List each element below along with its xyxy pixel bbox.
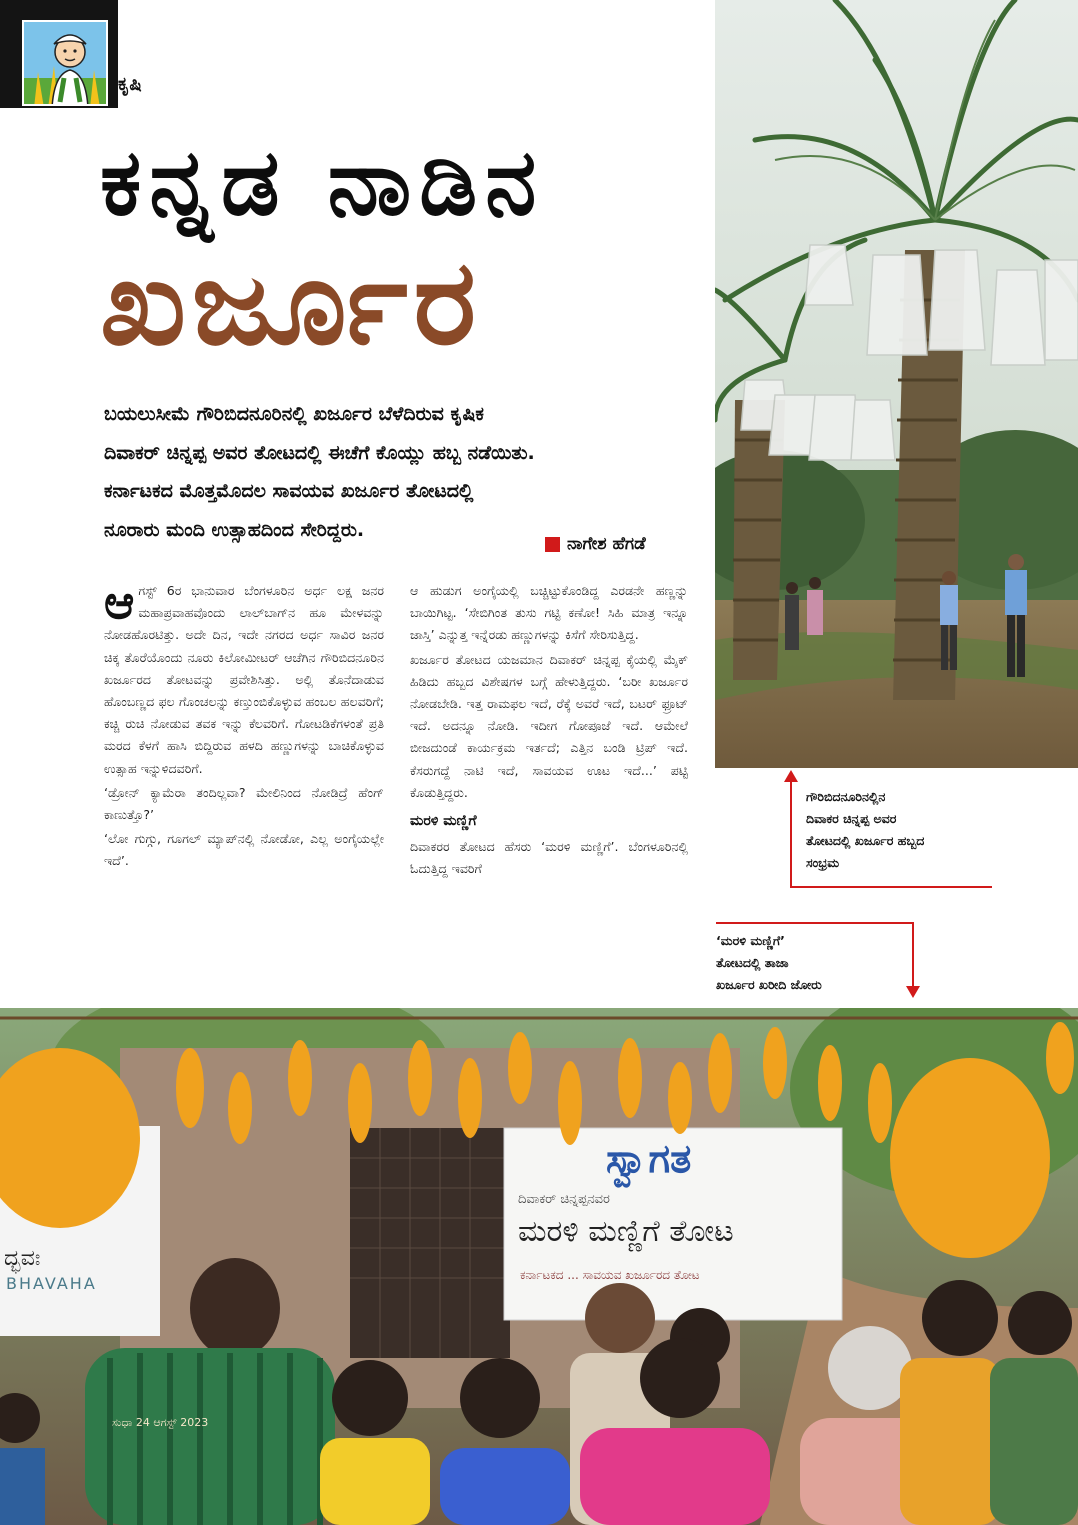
paragraph: ಆ ಹುಡುಗ ಅಂಗೈಯಲ್ಲಿ ಬಚ್ಚಿಟ್ಟುಕೊಂಡಿದ್ದ ಎರಡನೇ ಹಣ್ಣನ್ನು ಬಾಯಿಗಿಟ್ಟ. ‘ಸೇಬಿಗಿಂತ ತುಸು ಗಟ್ಟಿ ಕಣೋ! ಸಿಹಿ ಮಾತ್ರ ಇನ್ನೂ ಜಾಸ್ತಿ’ ಎನ್ನುತ್ತ ಇನ್ನೆರಡು ಹಣ್ಣುಗಳನ್ನು ಕಿಸೆಗೆ ಸೇರಿಸುತ್ತಿದ್ದ. [410, 583, 688, 643]
left-banner-text: ದ್ಭವಃ [4, 1246, 41, 1271]
farmer-illustration-icon [22, 20, 108, 106]
article-column-1 [104, 575, 384, 875]
paragraph-text: ಗಸ್ಟ್ 6ರ ಭಾನುವಾರ ಬೆಂಗಳೂರಿನ ಅರ್ಧ ಲಕ್ಷ ಜನರ ಮಹಾಪ್ರವಾಹವೊಂದು ಲಾಲ್‌ಬಾಗ್‌ನ ಹೂ ಮೇಳವನ್ನು ನೋಡಹೊರಟಿತ್ತು. ಅದೇ ದಿನ, ಇದೇ ನಗರದ ಅರ್ಧ ಸಾವಿರ ಜನರ ಚಿಕ್ಕ ತೊರೆಯೊಂದು ನೂರು ಕಿಲೋಮೀಟರ್ ಆಚೆಗಿನ ಗೌರಿಬಿದನೂರಿನ ಖರ್ಜೂರದ ತೋಟವನ್ನು ಪ್ರವೇಶಿಸಿತ್ತು. ಅಲ್ಲಿ ತೊನೆದಾಡುವ ಹೊಂಬಣ್ಣದ ಫಲ ಗೊಂಚಲನ್ನು ಕಣ್ತುಂಬಿಕೊಳ್ಳುವ ಹಂಬಲ ಹಲವರಿಗೆ; ಕಚ್ಚಿ ರುಚಿ ನೋಡುವ ತವಕ ಇನ್ನು ಕೆಲವರಿಗೆ. ಗೋಟಡಿಕೆಗಳಂತೆ ಪ್ರತಿ ಮರದ ಕೆಳಗೆ ಹಾಸಿ ಬಿದ್ದಿರುವ ಹಳದಿ ಹಣ್ಣುಗಳನ್ನು ಬಾಚಿಕೊಳ್ಳುವ ಉತ್ಸಾಹ ಇನ್ನುಳಿದವರಿಗೆ. [104, 583, 384, 776]
standfirst-line: ಕರ್ನಾಟಕದ ಮೊತ್ತಮೊದಲ ಸಾವಯವ ಖರ್ಜೂರ ತೋಟದಲ್ಲಿ [104, 480, 474, 502]
caption-line: ಸಂಭ್ರಮ [806, 855, 840, 870]
paragraph [104, 575, 384, 780]
headline-line-2: ಖರ್ಜೂರ [100, 233, 483, 371]
caption-line: ದಿವಾಕರ ಚಿನ್ನಪ್ಪ ಅವರ [806, 811, 897, 826]
standfirst-line: ಬಯಲುಸೀಮೆ ಗೌರಿಬಿದನೂರಿನಲ್ಲಿ ಖರ್ಜೂರ ಬೆಳೆದಿರುವ ಕೃಷಿಕ [104, 403, 484, 425]
caption-line: ತೋಟದಲ್ಲಿ ಖರ್ಜೂರ ಹಬ್ಬದ [806, 833, 925, 848]
author-name: ನಾಗೇಶ ಹೆಗಡೆ [567, 534, 646, 554]
standfirst-line: ದಿವಾಕರ್ ಚಿನ್ನಪ್ಪ ಅವರ ತೋಟದಲ್ಲಿ ಈಚೆಗೆ ಕೊಯ್ಲು ಹಬ್ಬ ನಡೆಯಿತು. [104, 441, 535, 464]
welcome-banner-owner: ದಿವಾಕರ್ ಚಿನ್ನಪ್ಪನವರ [518, 1192, 610, 1207]
caption-line: ‘ಮರಳಿ ಮಣ್ಣಿಗೆ’ [716, 933, 785, 948]
welcome-banner-subtitle: ಕರ್ನಾಟಕದ ... ಸಾವಯವ ಖರ್ಜೂರದ ತೋಟ [520, 1268, 700, 1282]
byline-marker-icon [545, 537, 560, 552]
caption-rule [716, 922, 914, 924]
caption-arrow-line [790, 778, 792, 888]
byline [545, 534, 646, 554]
caption-photo-bottom [716, 930, 906, 996]
paragraph: ಖರ್ಜೂರ ತೋಟದ ಯಜಮಾನ ದಿವಾಕರ್ ಚಿನ್ನಪ್ಪ ಕೈಯಲ್ಲಿ ಮೈಕ್ ಹಿಡಿದು ಹಬ್ಬದ ವಿಶೇಷಗಳ ಬಗ್ಗೆ ಹೇಳುತ್ತಿದ್ದರು. ‘ಬರೀ ಖರ್ಜೂರ ನೋಡಬೇಡಿ. ಇತ್ತ ರಾಮಫಲ ಇದೆ, ರೆಕ್ಕೆ ಅವರೆ ಇದೆ, ಬಟರ್ ಫ್ರೂಟ್ ಇದೆ. ಅದನ್ನೂ ನೋಡಿ. ಇದೀಗ ಗೋಪೂಜೆ ಇದೆ. ಆಮೇಲೆ ಬೀಜದುಂಡೆ ಕಾರ್ಯಕ್ರಮ ಇರ್ತದೆ; ಎತ್ತಿನ ಬಂಡಿ ಟ್ರಿಪ್ ಇದೆ. ಕೆಸರುಗದ್ದೆ ನಾಟಿ ಇದೆ, ಸಾವಯವ ಊಟ ಇದೆ...’ ಪಟ್ಟಿ ಕೊಡುತ್ತಿದ್ದರು. [410, 651, 688, 800]
standfirst [104, 395, 699, 549]
caption-arrow-line [912, 922, 914, 992]
caption-photo-top [806, 786, 996, 874]
paragraph: ದಿವಾಕರರ ತೋಟದ ಹೆಸರು ‘ಮರಳಿ ಮಣ್ಣಿಗೆ’. ಬೆಂಗಳೂರಿನಲ್ಲಿ ಓದುತ್ತಿದ್ದ ಇವರಿಗೆ [410, 839, 688, 877]
date-sale-stall-photo [0, 1008, 1078, 1525]
caption-rule [790, 886, 992, 888]
caption-arrow-down-icon [906, 986, 920, 998]
section-label: ಕೃಷಿ [118, 74, 142, 95]
article-column-2 [410, 580, 688, 883]
standfirst-line: ನೂರಾರು ಮಂದಿ ಉತ್ಸಾಹದಿಂದ ಸೇರಿದ್ದರು. [104, 518, 365, 541]
welcome-banner-title: ಸ್ವಾಗತ [606, 1136, 692, 1182]
subheading: ಮರಳಿ ಮಣ್ಣಿಗೆ [410, 813, 477, 830]
welcome-banner-farm-name: ಮರಳಿ ಮಣ್ಣಿಗೆ ತೋಟ [518, 1214, 734, 1249]
date-palm-plantation-photo [715, 0, 1078, 768]
caption-arrow-up-icon [784, 770, 798, 782]
headline-line-1: ಕನ್ನಡ ನಾಡಿನ [100, 129, 545, 236]
caption-line: ಗೌರಿಬಿದನೂರಿನಲ್ಲಿನ [806, 789, 886, 804]
dropcap: ಆ [104, 575, 135, 629]
caption-line: ತೋಟದಲ್ಲಿ ತಾಜಾ [716, 955, 789, 970]
caption-line: ಖರ್ಜೂರ ಖರೀದಿ ಜೋರು [716, 977, 822, 992]
paragraph: ‘ಡ್ರೋನ್ ಕ್ಯಾಮೆರಾ ತಂದಿಲ್ಲವಾ? ಮೇಲಿನಿಂದ ನೋಡಿದ್ರೆ ಹೆಂಗ್ ಕಾಣುತ್ತೊ?’ [104, 784, 384, 823]
edition-footer: ಸುಧಾ 24 ಆಗಸ್ಟ್ 2023 [112, 1416, 209, 1429]
left-banner-latin-text: BHAVAHA [6, 1274, 97, 1293]
paragraph: ‘ಲೋ ಗುಗ್ಗು, ಗೂಗಲ್ ಮ್ಯಾಪ್‌ನಲ್ಲಿ ನೋಡೋ, ಎಲ್ಲ ಅಂಗೈಯಲ್ಲೇ ಇದೆ’. [104, 831, 384, 869]
